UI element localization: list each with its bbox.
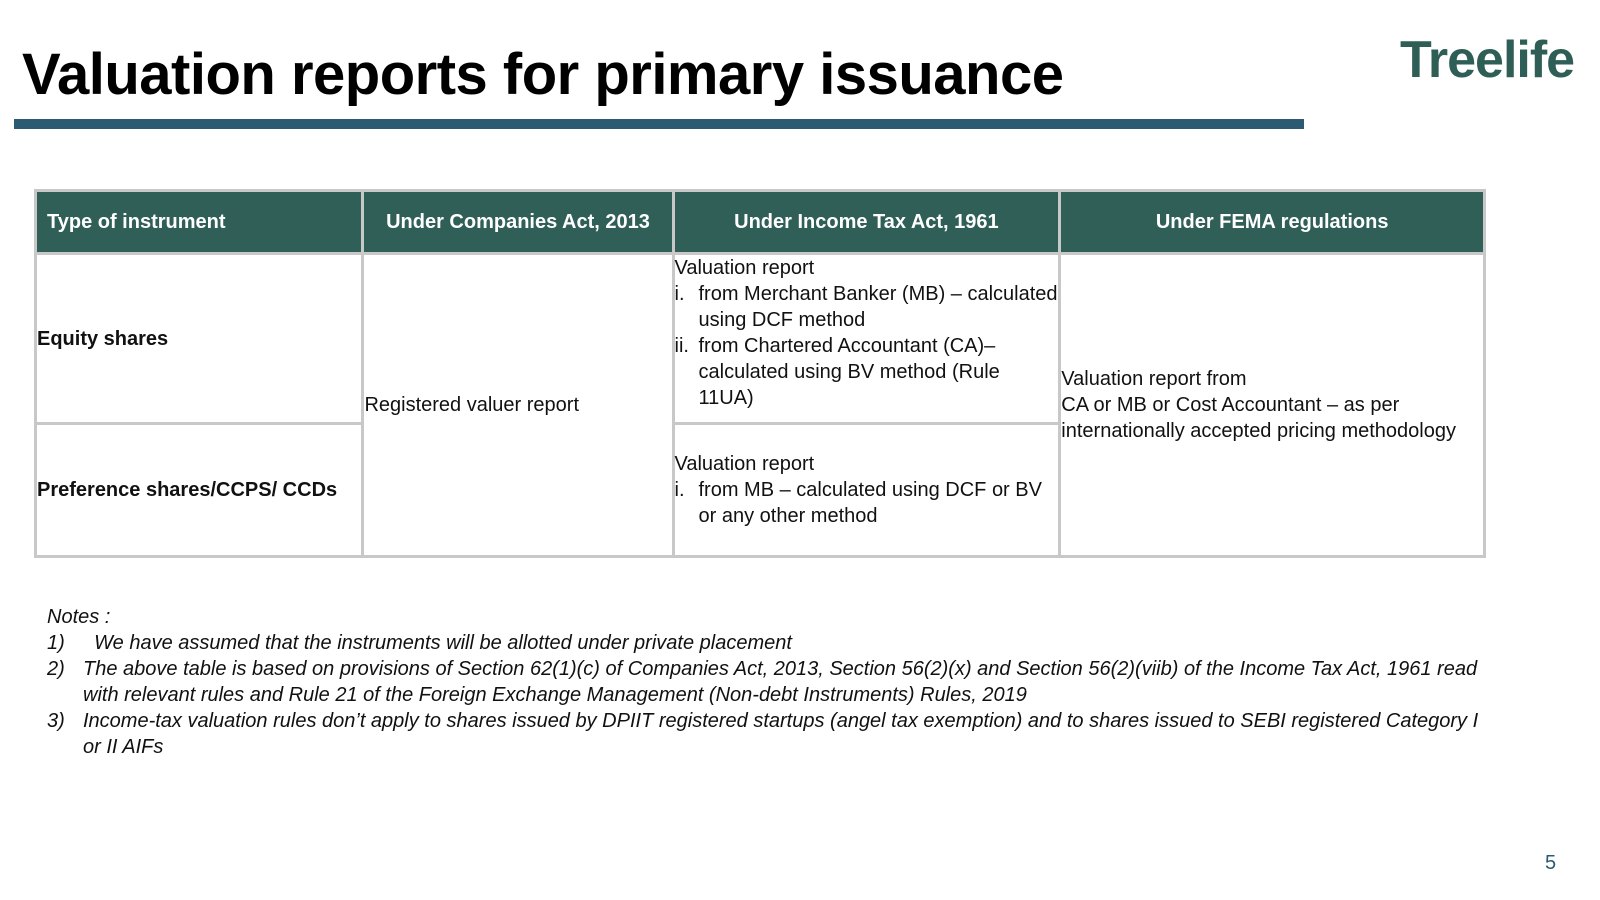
table-row [36, 254, 1485, 424]
list-item-number: ii. [674, 335, 689, 357]
note-item [47, 630, 1487, 656]
fema-line-1: Valuation report from [1061, 368, 1247, 390]
income-tax-preference-heading: Valuation report [674, 453, 815, 475]
list-item-text: from Merchant Banker (MB) – calculated using DCF method [698, 283, 1058, 331]
list-item [675, 333, 1059, 411]
header-fema: Under FEMA regulations [1060, 191, 1485, 254]
note-text: Income-tax valuation rules don’t apply to shares issued by DPIIT registered startups (angel tax exemption) and to shares issued to SEBI registered Category I or II AIFs [83, 710, 1479, 758]
treelife-logo: Treelife [1400, 31, 1575, 89]
income-tax-preference-cell [673, 424, 1060, 557]
income-tax-equity-cell [673, 254, 1060, 424]
companies-act-cell: Registered valuer report [363, 254, 673, 557]
table-header-row [36, 191, 1485, 254]
list-item [675, 281, 1059, 333]
note-number: 1) [47, 632, 65, 654]
page-number: 5 [1545, 852, 1557, 874]
notes-heading: Notes : [47, 606, 111, 628]
instrument-equity-shares: Equity shares [36, 254, 363, 424]
note-number: 2) [47, 658, 65, 680]
list-item-number: i. [674, 283, 685, 305]
header-type-of-instrument: Type of instrument [36, 191, 363, 254]
header-companies-act: Under Companies Act, 2013 [363, 191, 673, 254]
fema-line-2: CA or MB or Cost Accountant – as per internationally accepted pricing methodology [1061, 394, 1456, 442]
note-number: 3) [47, 710, 65, 732]
list-item-text: from MB – calculated using DCF or BV or any other method [698, 479, 1042, 527]
instrument-preference-shares: Preference shares/CCPS/ CCDs [36, 424, 363, 557]
note-text: We have assumed that the instruments will be allotted under private placement [83, 632, 792, 654]
income-tax-preference-list [675, 477, 1059, 529]
note-item [47, 708, 1487, 760]
note-text: The above table is based on provisions of Section 62(1)(c) of Companies Act, 2013, Section 56(2)(x) and Section 56(2)(viib) of the Income Tax Act, 1961 read with relevant rules and Rule 21 of the Foreign Exchange Management (Non-debt Instruments) Rules, 2019 [83, 658, 1478, 706]
income-tax-equity-heading: Valuation report [674, 257, 815, 279]
list-item-number: i. [674, 479, 685, 501]
note-item [47, 656, 1487, 708]
notes-section [47, 604, 1487, 760]
page-title: Valuation reports for primary issuance [22, 42, 1064, 107]
header-income-tax-act: Under Income Tax Act, 1961 [673, 191, 1060, 254]
title-underline [14, 119, 1304, 129]
list-item [675, 477, 1059, 529]
income-tax-equity-list [675, 281, 1059, 411]
list-item-text: from Chartered Accountant (CA)– calculated using BV method (Rule 11UA) [698, 335, 1000, 409]
fema-cell [1060, 254, 1485, 557]
valuation-table [34, 189, 1486, 558]
